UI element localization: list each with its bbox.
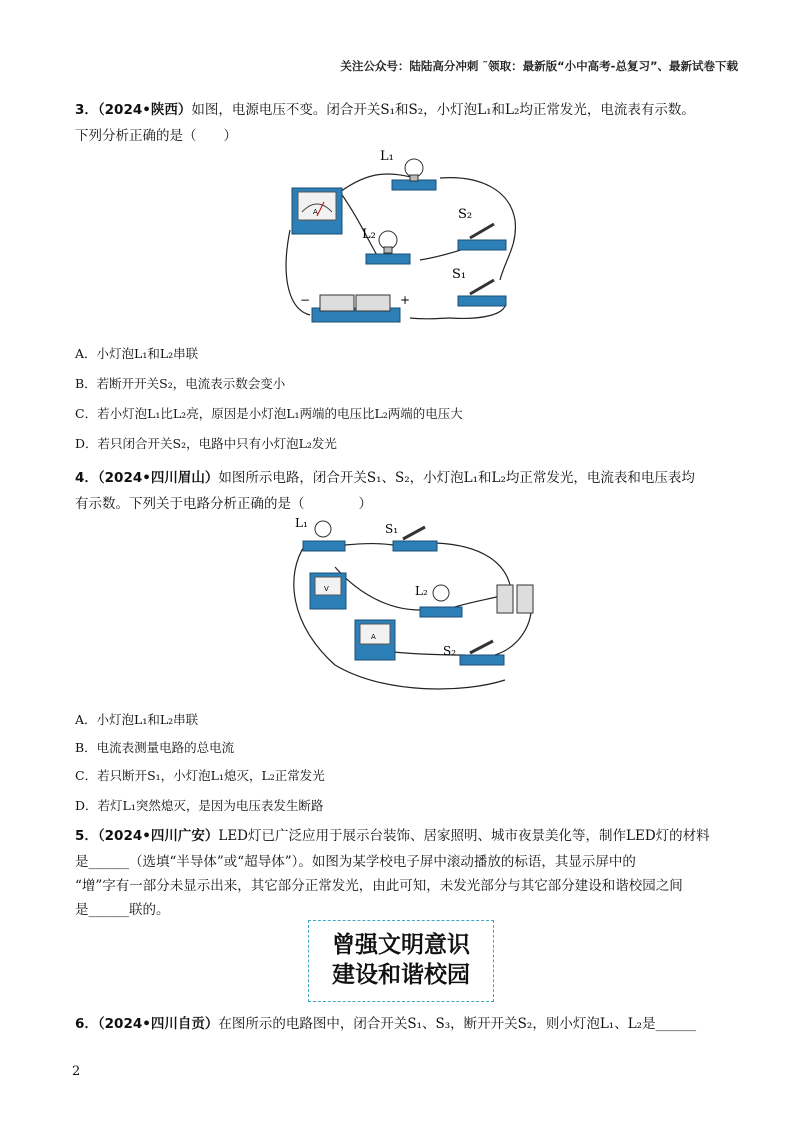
q3-ammeter	[292, 188, 342, 234]
slogan-line1: 曾强文明意识	[332, 932, 470, 958]
q5-source: （2024•四川广安）	[97, 828, 219, 844]
q3-lamp-l1	[380, 150, 436, 190]
q3-switch-s2	[458, 207, 506, 250]
slogan-line2: 建设和谐校园	[332, 962, 470, 988]
q3-source: （2024•陕西）	[97, 102, 192, 118]
q4-switch-s2	[443, 641, 504, 665]
q3-ammeter-label: A	[313, 208, 318, 216]
q3-option-a: A．小灯泡L₁和L₂串联	[75, 346, 199, 361]
page-header: 关注公众号：陆陆高分冲刺 ˜领取：最新版“小中高考-总复习”、最新试卷下载	[340, 59, 738, 73]
q6-line1	[75, 1014, 696, 1034]
slogan-display-box	[308, 920, 494, 1002]
q5-line2: 是______（选填“半导体”或“超导体”）。如图为某学校电子屏中滚动播放的标语，其显示屏中的	[75, 854, 636, 870]
q4-stem-line1	[75, 468, 695, 488]
q3-option-b: B．若断开开关S₂，电流表示数会变小	[75, 376, 286, 391]
q3-label-l2: L₂	[362, 227, 376, 242]
q4-number: 4．	[75, 470, 98, 486]
q4-label-s2: S₂	[443, 644, 457, 658]
q3-option-d: D．若只闭合开关S₂，电路中只有小灯泡L₂发光	[75, 436, 337, 451]
q3-stem-line1	[75, 100, 695, 120]
q4-option-d: D．若灯L₁突然熄灭，是因为电压表发生断路	[75, 798, 324, 813]
q4-option-b: B．电流表测量电路的总电流	[75, 740, 235, 755]
q4-lamp-l2	[415, 584, 462, 617]
q4-lamp-l1	[295, 516, 345, 551]
q5-line3: “增”字有一部分未显示出来，其它部分正常发光，由此可知，未发光部分与其它部分建设和谐校园之间	[75, 878, 683, 894]
q6-source: （2024•四川自贡）	[97, 1016, 219, 1032]
q6-text1: 在图所示的电路图中，闭合开关S₁、S₃，断开开关S₂，则小灯泡L₁、L₂是______	[218, 1016, 697, 1032]
q4-circuit-figure	[265, 515, 555, 700]
q4-source: （2024•四川眉山）	[97, 470, 219, 486]
q5-number: 5．	[75, 828, 98, 844]
q5-text1: LED灯已广泛应用于展示台装饰、居家照明、城市夜景美化等，制作LED灯的材料	[218, 828, 710, 844]
q3-option-c: C．若小灯泡L₁比L₂亮，原因是小灯泡L₁两端的电压比L₂两端的电压大	[75, 406, 463, 421]
q4-ammeter-label: A	[371, 633, 376, 641]
q3-stem-line2: 下列分析正确的是（ ）	[75, 128, 237, 144]
q4-option-c: C．若只断开S₁，小灯泡L₁熄灭，L₂正常发光	[75, 768, 325, 783]
q4-label-s1: S₁	[385, 522, 399, 536]
q3-lamp-l2	[362, 227, 410, 264]
q5-line1	[75, 826, 710, 846]
q3-label-plus: +	[400, 293, 411, 307]
q3-label-l1: L₁	[380, 150, 394, 164]
q3-label-minus: −	[300, 293, 311, 307]
q5-line4: 是______联的。	[75, 902, 170, 918]
q4-switch-s1	[385, 522, 437, 551]
q4-label-l2: L₂	[415, 584, 428, 598]
q3-label-s2: S₂	[458, 207, 473, 222]
page-number: 2	[72, 1064, 81, 1079]
q4-ammeter	[355, 620, 395, 660]
q4-voltmeter	[310, 573, 346, 609]
q3-circuit-figure	[280, 150, 530, 335]
q3-label-s1: S₁	[452, 267, 467, 282]
q6-number: 6．	[75, 1016, 98, 1032]
q3-stem1: 如图，电源电压不变。闭合开关S₁和S₂，小灯泡L₁和L₂均正常发光，电流表有示数。	[191, 102, 695, 118]
q4-stem-line2: 有示数。下列关于电路分析正确的是（ ）	[75, 496, 372, 512]
q4-stem1: 如图所示电路，闭合开关S₁、S₂，小灯泡L₁和L₂均正常发光，电流表和电压表均	[218, 470, 695, 486]
q3-switch-s1	[452, 267, 506, 306]
q4-voltmeter-label: V	[324, 585, 329, 593]
q4-option-a: A．小灯泡L₁和L₂串联	[75, 712, 199, 727]
q3-battery	[300, 293, 410, 322]
q3-number: 3．	[75, 102, 98, 118]
q4-label-l1: L₁	[295, 516, 308, 530]
q4-battery	[497, 585, 533, 613]
